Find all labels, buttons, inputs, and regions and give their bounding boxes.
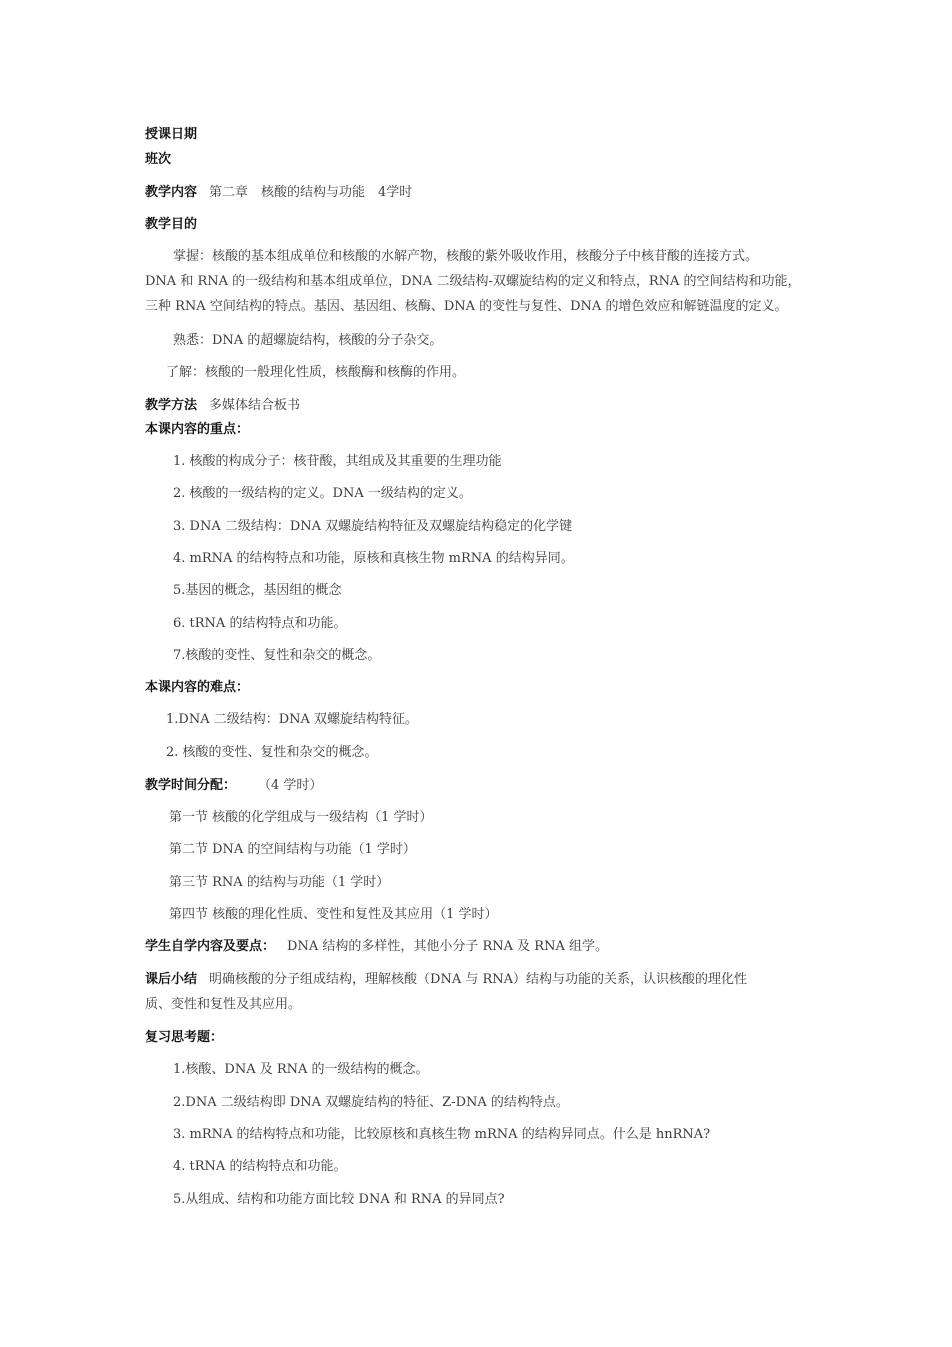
self-study-value: DNA 结构的多样性，其他小分子 RNA 及 RNA 组学。 xyxy=(287,939,608,954)
review-item: 5.从组成、结构和功能方面比较 DNA 和 RNA 的异同点? xyxy=(173,1192,505,1207)
summary-line-2: 质、变性和复性及其应用。 xyxy=(145,997,302,1012)
teaching-content-row xyxy=(145,184,412,202)
teaching-method-value: 多媒体结合板书 xyxy=(209,398,301,413)
review-item: 4. tRNA 的结构特点和功能。 xyxy=(173,1159,347,1174)
difficulties-label: 本课内容的难点： xyxy=(145,680,250,695)
key-point-item: 4. mRNA 的结构特点和功能，原核和真核生物 mRNA 的结构异同。 xyxy=(173,551,574,566)
key-point-item: 3. DNA 二级结构：DNA 双螺旋结构特征及双螺旋结构稳定的化学键 xyxy=(173,519,573,534)
teaching-content-value: 第二章 核酸的结构与功能 4学时 xyxy=(209,185,413,200)
time-allocation-label: 教学时间分配： xyxy=(145,778,237,793)
key-point-item: 6. tRNA 的结构特点和功能。 xyxy=(173,616,347,631)
class-label: 班次 xyxy=(145,152,172,167)
time-section-item: 第三节 RNA 的结构与功能（1 学时） xyxy=(169,875,390,890)
time-allocation-row xyxy=(145,777,322,795)
goal-master-line-2: DNA 和 RNA 的一级结构和基本组成单位，DNA 二级结构-双螺旋结构的定义和特点，RNA 的空间结构和功能， xyxy=(145,274,801,289)
review-item: 3. mRNA 的结构特点和功能，比较原核和真核生物 mRNA 的结构异同点。什么是 hnRNA? xyxy=(173,1127,711,1142)
teaching-method-label: 教学方法 xyxy=(145,398,198,413)
goal-understand: 了解：核酸的一般理化性质，核酸酶和核酶的作用。 xyxy=(166,365,466,380)
review-label: 复习思考题： xyxy=(145,1030,224,1045)
teaching-goal-label: 教学目的 xyxy=(145,217,198,232)
self-study-label: 学生自学内容及要点： xyxy=(145,939,276,954)
goal-familiar: 熟悉：DNA 的超螺旋结构，核酸的分子杂交。 xyxy=(173,333,443,348)
teaching-method-row xyxy=(145,397,300,415)
difficulty-item: 1.DNA 二级结构：DNA 双螺旋结构特征。 xyxy=(166,712,419,727)
summary-label: 课后小结 xyxy=(145,972,198,987)
review-item: 1.核酸、DNA 及 RNA 的一级结构的概念。 xyxy=(173,1062,429,1077)
time-section-item: 第二节 DNA 的空间结构与功能（1 学时） xyxy=(169,842,416,857)
key-point-item: 5.基因的概念，基因组的概念 xyxy=(173,583,342,598)
key-point-item: 7.核酸的变性、复性和杂交的概念。 xyxy=(173,648,381,663)
teaching-content-label: 教学内容 xyxy=(145,185,198,200)
key-point-item: 2. 核酸的一级结构的定义。DNA 一级结构的定义。 xyxy=(173,486,472,501)
time-section-item: 第四节 核酸的理化性质、变性和复性及其应用（1 学时） xyxy=(169,907,498,922)
time-section-item: 第一节 核酸的化学组成与一级结构（1 学时） xyxy=(169,810,433,825)
summary-row xyxy=(145,971,747,989)
key-points-label: 本课内容的重点： xyxy=(145,422,250,437)
summary-line-1: 明确核酸的分子组成结构，理解核酸（DNA 与 RNA）结构与功能的关系，认识核酸的理化性 xyxy=(209,972,748,987)
goal-master-line-3: 三种 RNA 空间结构的特点。基因、基因组、核酶、DNA 的变性与复性、DNA 的增色效应和解链温度的定义。 xyxy=(145,299,788,314)
goal-master-line-1: 掌握：核酸的基本组成单位和核酸的水解产物，核酸的紫外吸收作用，核酸分子中核苷酸的连接方式。 xyxy=(173,249,759,264)
key-point-item: 1. 核酸的构成分子：核苷酸，其组成及其重要的生理功能 xyxy=(173,454,502,469)
date-label: 授课日期 xyxy=(145,127,198,142)
self-study-row xyxy=(145,938,608,956)
review-item: 2.DNA 二级结构即 DNA 双螺旋结构的特征、Z-DNA 的结构特点。 xyxy=(173,1095,569,1110)
difficulty-item: 2. 核酸的变性、复性和杂交的概念。 xyxy=(166,745,378,760)
time-allocation-value: （4 学时） xyxy=(258,778,323,793)
